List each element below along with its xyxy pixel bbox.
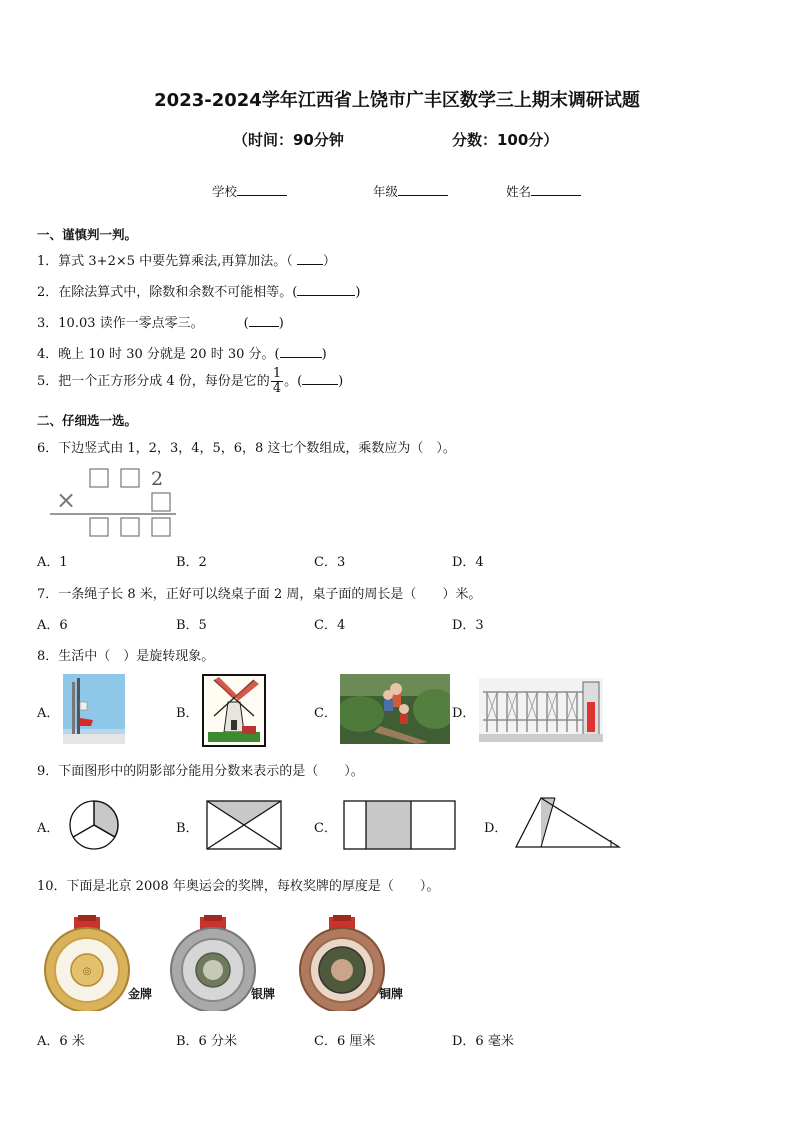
grade-label: 年级 xyxy=(373,184,399,199)
digit-box[interactable] xyxy=(90,469,108,487)
fraction-denominator: 4 xyxy=(272,381,282,396)
question-6: 6．下边竖式由 1，2，3，4，5，6，8 这七个数组成，乘数应为（ ）。 xyxy=(37,441,456,456)
question-3-close: ) xyxy=(278,316,284,331)
q7-option-a[interactable]: A．6 xyxy=(37,618,68,633)
question-3-open: ( xyxy=(243,316,249,331)
question-3 xyxy=(37,312,284,331)
section-1-title: 一、谨慎判一判。 xyxy=(37,227,138,242)
silver-medal-label: 银牌 xyxy=(251,987,276,1001)
vertical-multiplication-figure xyxy=(48,464,183,540)
bronze-medal-label: 铜牌 xyxy=(379,987,404,1001)
exam-score: 分数：100分） xyxy=(452,131,559,149)
school-label: 学校 xyxy=(212,184,238,199)
name-field[interactable] xyxy=(506,182,581,200)
section-2-title: 二、仔细选一选。 xyxy=(37,413,138,428)
question-1-close: ） xyxy=(322,254,336,269)
multiplier-box[interactable] xyxy=(152,493,170,511)
q10-option-c[interactable]: C．6 厘米 xyxy=(314,1034,376,1049)
answer-blank-1[interactable] xyxy=(297,252,323,265)
q8-option-c[interactable]: C． xyxy=(314,706,337,721)
answer-blank-5[interactable] xyxy=(302,372,338,385)
school-blank[interactable] xyxy=(237,183,287,196)
q10-option-d[interactable]: D．6 毫米 xyxy=(452,1034,514,1049)
q10-option-a[interactable]: A．6 米 xyxy=(37,1034,85,1049)
question-5-close: ) xyxy=(338,374,344,389)
q7-option-b[interactable]: B．5 xyxy=(176,618,207,633)
question-8: 8．生活中（ ）是旋转现象。 xyxy=(37,649,215,664)
q6-option-a[interactable]: A．1 xyxy=(37,555,68,570)
rectangle-thirds-figure[interactable] xyxy=(342,799,458,851)
question-1 xyxy=(37,250,336,269)
question-4-text: 4．晚上 10 时 30 分就是 20 时 30 分。( xyxy=(37,347,280,362)
retractable-gate-image[interactable] xyxy=(479,678,603,742)
school-field[interactable] xyxy=(212,182,287,200)
answer-blank-3[interactable] xyxy=(249,314,279,327)
q7-option-d[interactable]: D．3 xyxy=(452,618,484,633)
answer-blank-2[interactable] xyxy=(297,283,355,296)
digit-box[interactable] xyxy=(90,518,108,536)
q9-option-c[interactable]: C． xyxy=(314,821,337,836)
digit-box[interactable] xyxy=(121,469,139,487)
flag-raising-image[interactable] xyxy=(63,674,125,744)
question-10: 10．下面是北京 2008 年奥运会的奖牌，每枚奖牌的厚度是（ ）。 xyxy=(37,879,440,894)
q9-option-a[interactable]: A． xyxy=(37,821,60,836)
q9-option-d[interactable]: D． xyxy=(484,821,508,836)
name-label: 姓名 xyxy=(506,184,532,199)
grade-blank[interactable] xyxy=(398,183,448,196)
digit-box[interactable] xyxy=(152,518,170,536)
bronze-medal-image[interactable] xyxy=(295,915,391,1011)
fraction-one-quarter xyxy=(271,367,283,396)
multiply-sign: × xyxy=(56,486,77,514)
triangle-figure[interactable] xyxy=(513,795,623,851)
rectangle-diagonals-figure[interactable] xyxy=(205,799,283,851)
q6-option-d[interactable]: D．4 xyxy=(452,555,484,570)
answer-blank-4[interactable] xyxy=(280,345,322,358)
question-1-text: 1．算式 3+2×5 中要先算乘法,再算加法。（ xyxy=(37,254,293,269)
question-4-close: ) xyxy=(321,347,327,362)
q10-option-b[interactable]: B．6 分米 xyxy=(176,1034,237,1049)
exam-time: （时间：90分钟 xyxy=(233,131,344,149)
grade-field[interactable] xyxy=(373,182,448,200)
fraction-numerator: 1 xyxy=(272,366,282,381)
circle-thirds-figure[interactable] xyxy=(66,800,122,850)
slide-playground-image[interactable] xyxy=(340,674,450,744)
svg-text:◎: ◎ xyxy=(82,966,92,977)
question-2 xyxy=(37,281,360,300)
q6-option-b[interactable]: B．2 xyxy=(176,555,207,570)
question-3-text: 3．10.03 读作一零点零三。 xyxy=(37,316,204,331)
name-blank[interactable] xyxy=(531,183,581,196)
q6-option-c[interactable]: C．3 xyxy=(314,555,346,570)
q7-option-c[interactable]: C．4 xyxy=(314,618,346,633)
windmill-image[interactable] xyxy=(202,674,266,747)
question-5-text: 5．把一个正方形分成 4 份，每份是它的 xyxy=(37,374,270,389)
question-9: 9．下面图形中的阴影部分能用分数来表示的是（ ）。 xyxy=(37,764,364,779)
gold-medal-label: 金牌 xyxy=(128,987,153,1001)
page-title: 2023-2024学年江西省上饶市广丰区数学三上期末调研试题 xyxy=(154,90,640,111)
multiplicand-digit: 2 xyxy=(151,468,164,490)
digit-box[interactable] xyxy=(121,518,139,536)
silver-medal-image[interactable] xyxy=(166,915,262,1011)
question-2-text: 2．在除法算式中，除数和余数不可能相等。( xyxy=(37,285,298,300)
q9-option-b[interactable]: B． xyxy=(176,821,199,836)
question-5-open: 。( xyxy=(284,374,303,389)
q8-option-d[interactable]: D． xyxy=(452,706,476,721)
question-2-close: ) xyxy=(355,285,361,300)
question-5 xyxy=(37,367,343,396)
gold-medal-image[interactable] xyxy=(40,915,136,1011)
question-4 xyxy=(37,343,327,362)
question-7: 7．一条绳子长 8 米，正好可以绕桌子面 2 周，桌子面的周长是（ ）米。 xyxy=(37,587,482,602)
q8-option-b[interactable]: B． xyxy=(176,706,199,721)
q8-option-a[interactable]: A． xyxy=(37,706,60,721)
